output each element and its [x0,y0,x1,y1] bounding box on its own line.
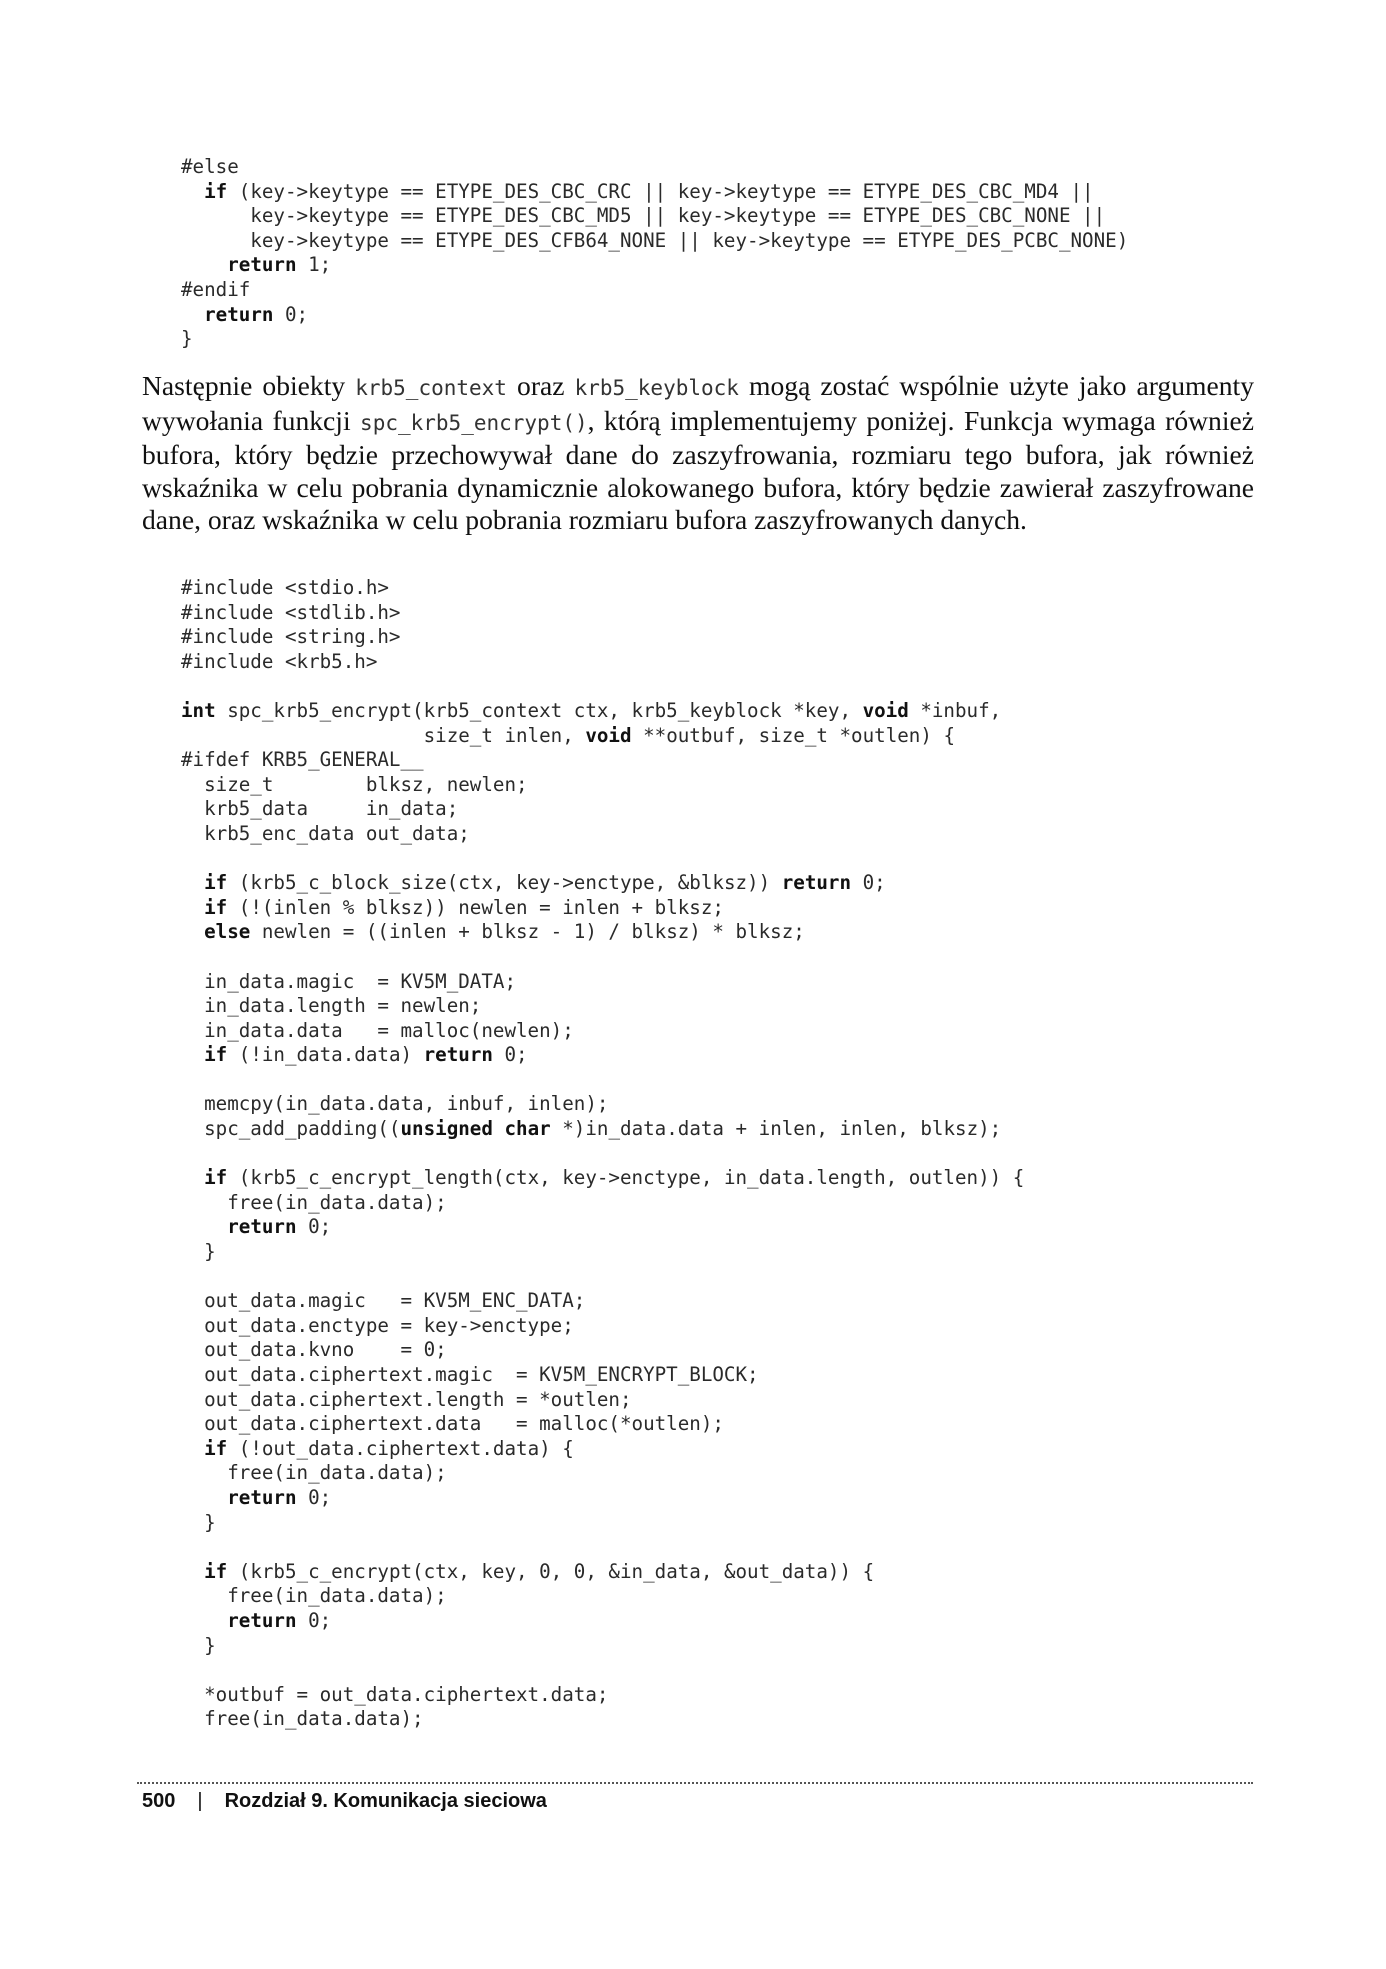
footer-separator: | [197,1790,203,1812]
body-paragraph [142,370,1254,537]
code-line [181,1658,1024,1683]
code-line: #include <string.h> [181,625,401,649]
code-line: in_data.magic = KV5M_DATA; [181,969,517,993]
inline-code-spc-krb5-encrypt: spc_krb5_encrypt() [360,410,588,435]
inline-code-krb5-keyblock: krb5_keyblock [574,376,739,400]
code-line: if (krb5_c_encrypt(ctx, key, 0, 0, &in_data, &out_data)) { [204,1559,875,1583]
code-line: size_t inlen, void **outbuf, size_t *outlen) { [181,723,955,747]
code-line: #include <krb5.h> [181,649,378,673]
chapter-title: Rozdział 9. Komunikacja sieciowa [224,1790,547,1812]
page-number: 500 [142,1790,176,1812]
code-line: return 1; [227,253,332,277]
code-line: in_data.length = newlen; [181,994,482,1018]
code-line: } [181,327,193,351]
paragraph-text-2: oraz [506,370,575,401]
code-line: krb5_enc_data out_data; [181,821,470,845]
code-line: if (krb5_c_encrypt_length(ctx, key->enctype, in_data.length, outlen)) { [204,1166,1025,1190]
code-line: #else [181,155,239,178]
code-line [181,945,1024,970]
code-line: if (!out_data.ciphertext.data) { [204,1436,574,1460]
code-line [181,674,1024,699]
code-line: } [181,1633,216,1657]
code-line: free(in_data.data); [181,1584,447,1608]
code-line: out_data.ciphertext.magic = KV5M_ENCRYPT_BLOCK; [181,1363,759,1386]
code-keyword: if [204,1166,228,1190]
code-keyword: unsigned [400,1117,493,1141]
code-keyword: void [862,698,909,722]
code-listing-top [181,155,1128,352]
code-line: out_data.ciphertext.length = *outlen; [181,1387,632,1411]
code-line [181,847,1024,872]
code-line: return 0; [227,1485,332,1509]
code-keyword: return [227,1215,297,1239]
code-line: in_data.data = malloc(newlen); [181,1018,574,1042]
paragraph-text-1: Następnie obiekty [142,370,356,401]
code-line: #ifdef KRB5_GENERAL__ [181,748,424,772]
code-line: if (key->keytype == ETYPE_DES_CBC_CRC || key->keytype == ETYPE_DES_CBC_MD4 || [204,179,1094,203]
code-line [181,1068,1024,1093]
code-keyword: if [204,1559,228,1583]
code-listing-main [181,576,1024,1732]
code-keyword: else [204,920,251,944]
code-keyword: void [585,723,632,747]
code-line: return 0; [227,1215,332,1239]
code-keyword: return [204,302,274,326]
code-line: out_data.kvno = 0; [181,1338,447,1362]
code-line: size_t blksz, newlen; [181,772,528,796]
code-line: #include <stdio.h> [181,576,389,599]
code-keyword: return [227,253,297,277]
code-line: free(in_data.data); [181,1190,447,1214]
code-line: } [181,1510,216,1534]
code-keyword: if [204,179,228,203]
code-line: if (krb5_c_block_size(ctx, key->enctype, &blksz)) return 0; [204,871,886,895]
page-footer [142,1790,547,1813]
code-keyword: return [423,1043,493,1067]
code-line: if (!in_data.data) return 0; [204,1043,528,1067]
code-line: *outbuf = out_data.ciphertext.data; [181,1682,609,1706]
code-line: memcpy(in_data.data, inbuf, inlen); [181,1092,609,1116]
footer-divider [137,1782,1253,1784]
code-line [181,1142,1024,1167]
code-keyword: return [227,1485,297,1509]
code-line: return 0; [227,1608,332,1632]
code-line: key->keytype == ETYPE_DES_CBC_MD5 || key->keytype == ETYPE_DES_CBC_NONE || [181,204,1106,228]
code-keyword: if [204,871,228,895]
code-keyword: return [227,1608,297,1632]
code-keyword: if [204,895,228,919]
code-line [181,1535,1024,1560]
code-line: if (!(inlen % blksz)) newlen = inlen + blksz; [204,895,724,919]
code-line: int spc_krb5_encrypt(krb5_context ctx, krb5_keyblock *key, void *inbuf, [181,698,1002,722]
code-line: spc_add_padding((unsigned char *)in_data.data + inlen, inlen, blksz); [181,1117,1002,1141]
code-keyword: char [504,1117,551,1141]
code-keyword: return [781,871,852,895]
code-line: else newlen = ((inlen + blksz - 1) / blksz) * blksz; [204,920,805,944]
code-line: out_data.enctype = key->enctype; [181,1313,574,1337]
code-line: key->keytype == ETYPE_DES_CFB64_NONE || key->keytype == ETYPE_DES_PCBC_NONE) [181,228,1129,252]
code-line: out_data.ciphertext.data = malloc(*outlen); [181,1412,724,1436]
inline-code-krb5-context: krb5_context [355,376,507,400]
code-line: return 0; [204,302,309,326]
code-line: } [181,1240,216,1264]
code-line: free(in_data.data); [181,1461,447,1485]
code-line [181,1265,1024,1290]
code-line: out_data.magic = KV5M_ENC_DATA; [181,1289,586,1313]
code-keyword: int [181,698,216,722]
code-line: #include <stdlib.h> [181,600,401,624]
code-line: free(in_data.data); [181,1707,424,1731]
code-line: krb5_data in_data; [181,797,459,821]
code-keyword: if [204,1436,228,1460]
code-line: #endif [181,277,251,301]
paragraph-text-3: mogą zostać wspólnie użyte jako argumenty wywołania funkcji [142,370,1254,436]
paragraph-text-4: , którą implementujemy poniżej. Funkcja wymaga również bufora, który będzie przechowywał dane do zaszyfrowania, rozmiaru tego bufora, jak również wskaźnika w celu pobrania dynamicznie alokowanego bufora, który będzie zawierał zaszyfrowane dane, oraz wskaźnika w celu pobrania rozmiaru bufora zaszyfrowanych danych. [142,404,1254,536]
code-keyword: if [204,1043,228,1067]
